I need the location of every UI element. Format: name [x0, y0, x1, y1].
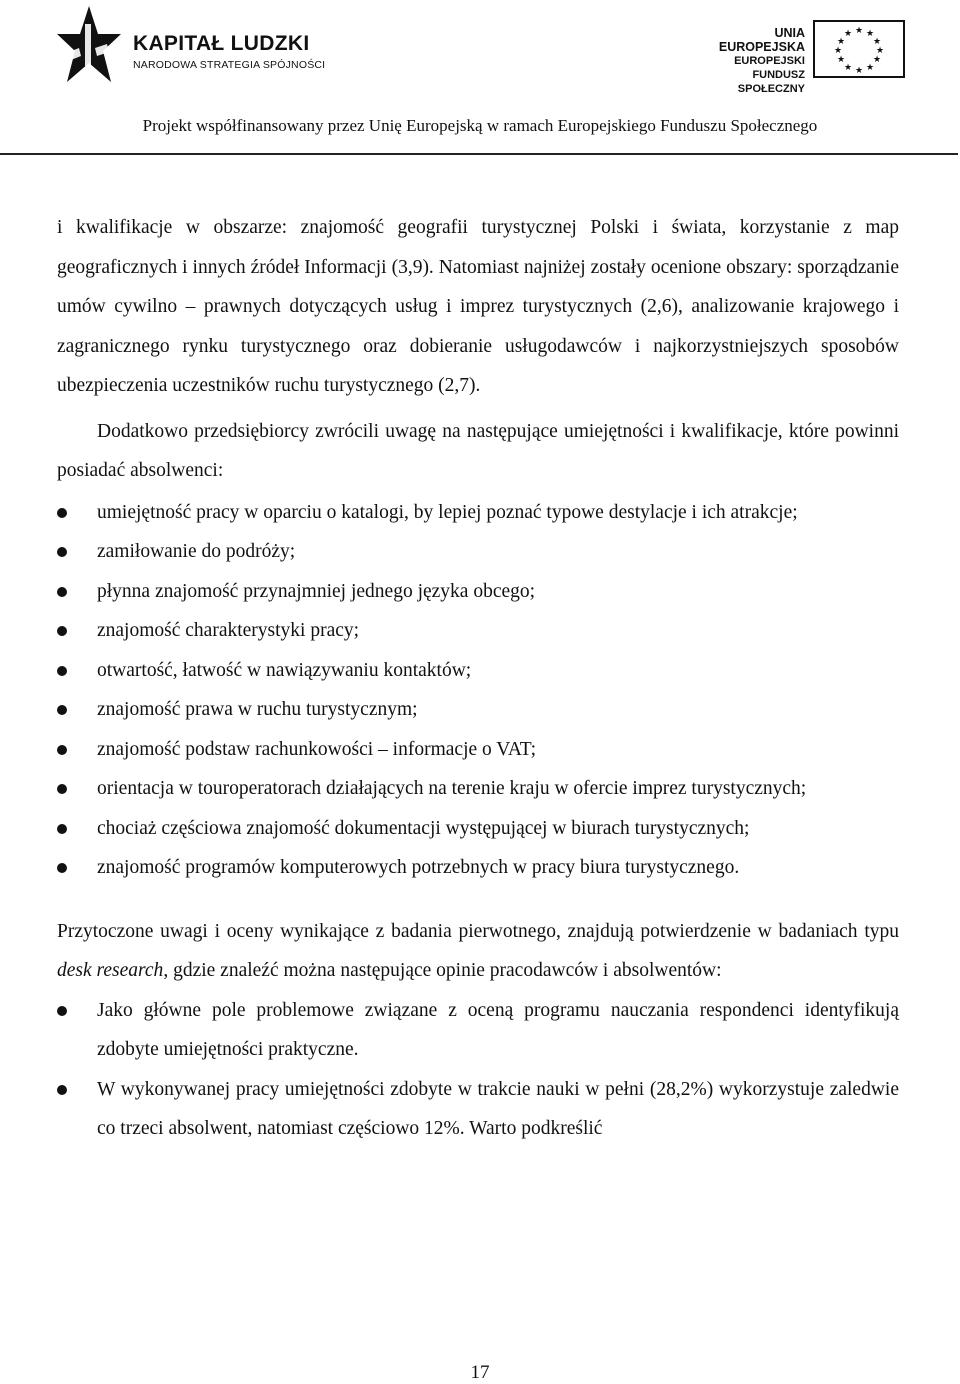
- page-header: [0, 0, 960, 160]
- kapital-ludzki-star-icon: [55, 4, 123, 86]
- eu-logo-text: [690, 26, 805, 96]
- paragraph-3-italic: desk research: [57, 960, 164, 981]
- list-item: [57, 572, 899, 612]
- bullet-icon: [57, 666, 67, 676]
- bullet-icon: [57, 784, 67, 794]
- kapital-ludzki-subtitle: NARODOWA STRATEGIA SPÓJNOŚCI: [133, 59, 326, 71]
- list-item: [57, 730, 899, 770]
- bullet-icon: [57, 626, 67, 636]
- svg-text:★: ★: [836, 55, 846, 65]
- paragraph-3-start: Przytoczone uwagi i oceny wynikające z badania pierwotnego, znajdują potwierdzenie w badaniach typu: [57, 920, 899, 942]
- list-item-text: znajomość programów komputerowych potrzebnych w pracy biura turystycznego.: [97, 857, 740, 878]
- bullet-icon: [57, 508, 67, 518]
- svg-text:★: ★: [854, 26, 864, 36]
- list-item: [57, 493, 899, 533]
- bullet-icon: [57, 745, 67, 755]
- svg-text:★: ★: [875, 46, 885, 56]
- bullet-icon: [57, 1085, 67, 1095]
- eu-flag-icon: [813, 20, 905, 78]
- list-item-text: orientacja w touroperatorach działających na terenie kraju w ofercie imprez turystycznych;: [97, 778, 807, 799]
- list-item-text: W wykonywanej pracy umiejętności zdobyte w trakcie nauki w pełni (28,2%) wykorzystuje zaledwie co trzeci absolwent, natomiast częściowo 12%. Warto podkreślić: [97, 1078, 899, 1139]
- paragraph-3: [57, 912, 899, 991]
- list-item: [57, 769, 899, 809]
- list-item: [57, 991, 899, 1070]
- kapital-ludzki-logo: [55, 4, 355, 86]
- svg-text:★: ★: [843, 29, 853, 39]
- list-item-text: chociaż częściowa znajomość dokumentacji występującej w biurach turystycznych;: [97, 817, 750, 839]
- list-item: [57, 611, 899, 651]
- list-item-text: umiejętność pracy w oparciu o katalogi, by lepiej poznać typowe destylacje i ich atrakcje;: [97, 501, 798, 523]
- list-item: [57, 690, 899, 730]
- bullet-icon: [57, 863, 67, 873]
- svg-text:★: ★: [865, 63, 875, 73]
- header-divider: [0, 153, 958, 155]
- svg-text:★: ★: [865, 29, 875, 39]
- eu-line-3: FUNDUSZ SPOŁECZNY: [737, 69, 805, 95]
- eu-line-1: UNIA EUROPEJSKA: [718, 26, 805, 54]
- skills-list: [57, 493, 899, 888]
- document-body: [57, 208, 899, 1149]
- kapital-ludzki-title: KAPITAŁ LUDZKI: [133, 32, 310, 55]
- list-item-text: płynna znajomość przynajmniej jednego języka obcego;: [97, 580, 536, 602]
- paragraph-2: Dodatkowo przedsiębiorcy zwrócili uwagę na następujące umiejętności i kwalifikacje, które powinni posiadać absolwenci:: [57, 420, 899, 481]
- list-item: [57, 651, 899, 691]
- eu-line-2: EUROPEJSKI: [734, 55, 805, 67]
- paragraph-3-end: , gdzie znaleźć można następujące opinie pracodawców i absolwentów:: [163, 960, 722, 981]
- bullet-icon: [57, 587, 67, 597]
- list-item-text: znajomość podstaw rachunkowości – informacje o VAT;: [97, 738, 537, 760]
- list-item-text: Jako główne pole problemowe związane z oceną programu nauczania respondenci identyfikują zdobyte umiejętności praktyczne.: [97, 999, 899, 1060]
- page-number: 17: [470, 1362, 490, 1383]
- list-item-text: znajomość charakterystyki pracy;: [97, 620, 360, 641]
- svg-text:★: ★: [854, 66, 864, 76]
- list-item-text: znajomość prawa w ruchu turystycznym;: [97, 699, 418, 720]
- bullet-icon: [57, 547, 67, 557]
- list-item: [57, 848, 899, 888]
- svg-text:★: ★: [872, 37, 882, 47]
- paragraph-1: i kwalifikacje w obszarze: znajomość geografii turystycznej Polski i świata, korzystanie z map geograficznych i innych źródeł Informacji (3,9). Natomiast najniżej zostały ocenione obszary: sporządzanie umów cywilno – prawnych dotyczących usług i imprez turystycznych (2,6), analizowanie krajowego i zagranicznego rynku turystycznego oraz dobieranie usługodawców i najkorzystniejszych sposobów ubezpieczenia uczestników ruchu turystycznego (2,7).: [57, 217, 899, 396]
- svg-text:★: ★: [836, 37, 846, 47]
- bullet-icon: [57, 705, 67, 715]
- eu-logo: [690, 20, 905, 95]
- opinions-list: [57, 991, 899, 1149]
- svg-text:★: ★: [833, 46, 843, 56]
- list-item: [57, 1070, 899, 1149]
- list-item: [57, 532, 899, 572]
- list-item: [57, 809, 899, 849]
- svg-text:★: ★: [843, 63, 853, 73]
- bullet-icon: [57, 1006, 67, 1016]
- project-funding-line: Projekt współfinansowany przez Unię Europejską w ramach Europejskiego Funduszu Społecznego: [142, 116, 818, 135]
- svg-text:★: ★: [872, 55, 882, 65]
- list-item-text: otwartość, łatwość w nawiązywaniu kontaktów;: [97, 659, 472, 681]
- bullet-icon: [57, 824, 67, 834]
- list-item-text: zamiłowanie do podróży;: [97, 541, 296, 562]
